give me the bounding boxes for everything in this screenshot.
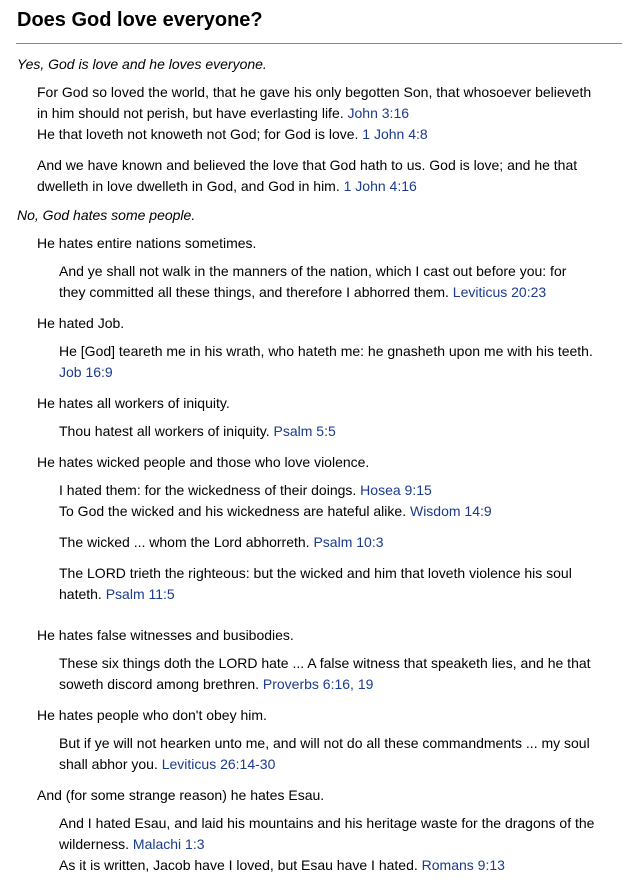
claim-verses xyxy=(59,341,607,383)
verse-text: Thou hatest all workers of iniquity. xyxy=(59,423,270,439)
no-heading: No, God hates some people. xyxy=(17,207,196,223)
claim-heading: He hates people who don't obey him. xyxy=(37,707,267,723)
verse-reference-link[interactable]: Job 16:9 xyxy=(59,364,113,380)
claim-heading: He hates all workers of iniquity. xyxy=(37,395,230,411)
verse xyxy=(37,155,595,197)
verse-reference-link[interactable]: Malachi 1:3 xyxy=(132,836,205,852)
verse-text: These six things doth the LORD hate ... A false witness that speaketh lies, and he that soweth discord among brethren. xyxy=(59,655,591,692)
title-divider xyxy=(16,43,622,44)
verse-reference-link[interactable]: Psalm 5:5 xyxy=(273,423,336,439)
claim-heading: He hated Job. xyxy=(37,315,125,331)
verse xyxy=(37,124,595,145)
claim-verses xyxy=(59,653,607,695)
yes-verses xyxy=(37,82,607,197)
verse-reference-link[interactable]: Leviticus 26:14-30 xyxy=(161,756,276,772)
claim-verses xyxy=(59,480,607,605)
verse-text: But if ye will not hearken unto me, and will not do all these commandments ... my soul shall abhor you. xyxy=(59,735,590,772)
claim-verses xyxy=(59,261,607,303)
verse-text: And we have known and believed the love that God hath to us. God is love; and he that dwelleth in love dwelleth in God, and God in him. xyxy=(37,157,578,194)
page-title: Does God love everyone? xyxy=(17,9,263,31)
verse xyxy=(59,563,595,605)
verse-text: And I hated Esau, and laid his mountains and his heritage waste for the dragons of the wilderness. xyxy=(59,815,595,852)
verse xyxy=(37,82,595,124)
claim-verses xyxy=(59,813,607,876)
verse-reference-link[interactable]: John 3:16 xyxy=(347,105,410,121)
yes-heading: Yes, God is love and he loves everyone. xyxy=(17,56,267,72)
verse-reference-link[interactable]: Wisdom 14:9 xyxy=(409,503,492,519)
verse-text: He that loveth not knoweth not God; for God is love. xyxy=(37,126,359,142)
verse xyxy=(59,653,595,695)
verse xyxy=(59,501,595,522)
verse-reference-link[interactable]: Hosea 9:15 xyxy=(360,482,432,498)
verse xyxy=(59,421,595,442)
verse xyxy=(59,261,595,303)
verse xyxy=(59,341,595,383)
verse-reference-link[interactable]: Leviticus 20:23 xyxy=(452,284,547,300)
verse-text: The LORD trieth the righteous: but the wicked and him that loveth violence his soul hateth. xyxy=(59,565,572,602)
claim-verses xyxy=(59,733,607,775)
verse-text: I hated them: for the wickedness of their doings. xyxy=(59,482,357,498)
verse xyxy=(59,855,595,876)
verse xyxy=(59,733,595,775)
verse-reference-link[interactable]: 1 John 4:8 xyxy=(362,126,428,142)
verse xyxy=(59,532,595,553)
claim-heading: And (for some strange reason) he hates Esau. xyxy=(37,787,325,803)
verse-reference-link[interactable]: 1 John 4:16 xyxy=(343,178,417,194)
verse xyxy=(59,813,595,855)
verse-reference-link[interactable]: Proverbs 6:16, 19 xyxy=(262,676,374,692)
verse-text: He [God] teareth me in his wrath, who hateth me: he gnasheth upon me with his teeth. xyxy=(59,343,593,359)
verse-reference-link[interactable]: Romans 9:13 xyxy=(421,857,505,873)
claim-verses xyxy=(59,421,607,442)
claim-heading: He hates false witnesses and busibodies. xyxy=(37,627,294,643)
verse-text: As it is written, Jacob have I loved, but Esau have I hated. xyxy=(59,857,418,873)
verse-text: The wicked ... whom the Lord abhorreth. xyxy=(59,534,310,550)
claim-heading: He hates entire nations sometimes. xyxy=(37,235,257,251)
verse-reference-link[interactable]: Psalm 10:3 xyxy=(313,534,384,550)
verse-text: For God so loved the world, that he gave his only begotten Son, that whosoever believeth in him should not perish, but have everlasting life. xyxy=(37,84,592,121)
verse-text: To God the wicked and his wickedness are hateful alike. xyxy=(59,503,407,519)
verse-reference-link[interactable]: Psalm 11:5 xyxy=(105,586,175,602)
verse xyxy=(59,480,595,501)
verse-text: And ye shall not walk in the manners of the nation, which I cast out before you: for they committed all these things, and therefore I abhorred them. xyxy=(59,263,567,300)
claim-heading: He hates wicked people and those who love violence. xyxy=(37,454,370,470)
